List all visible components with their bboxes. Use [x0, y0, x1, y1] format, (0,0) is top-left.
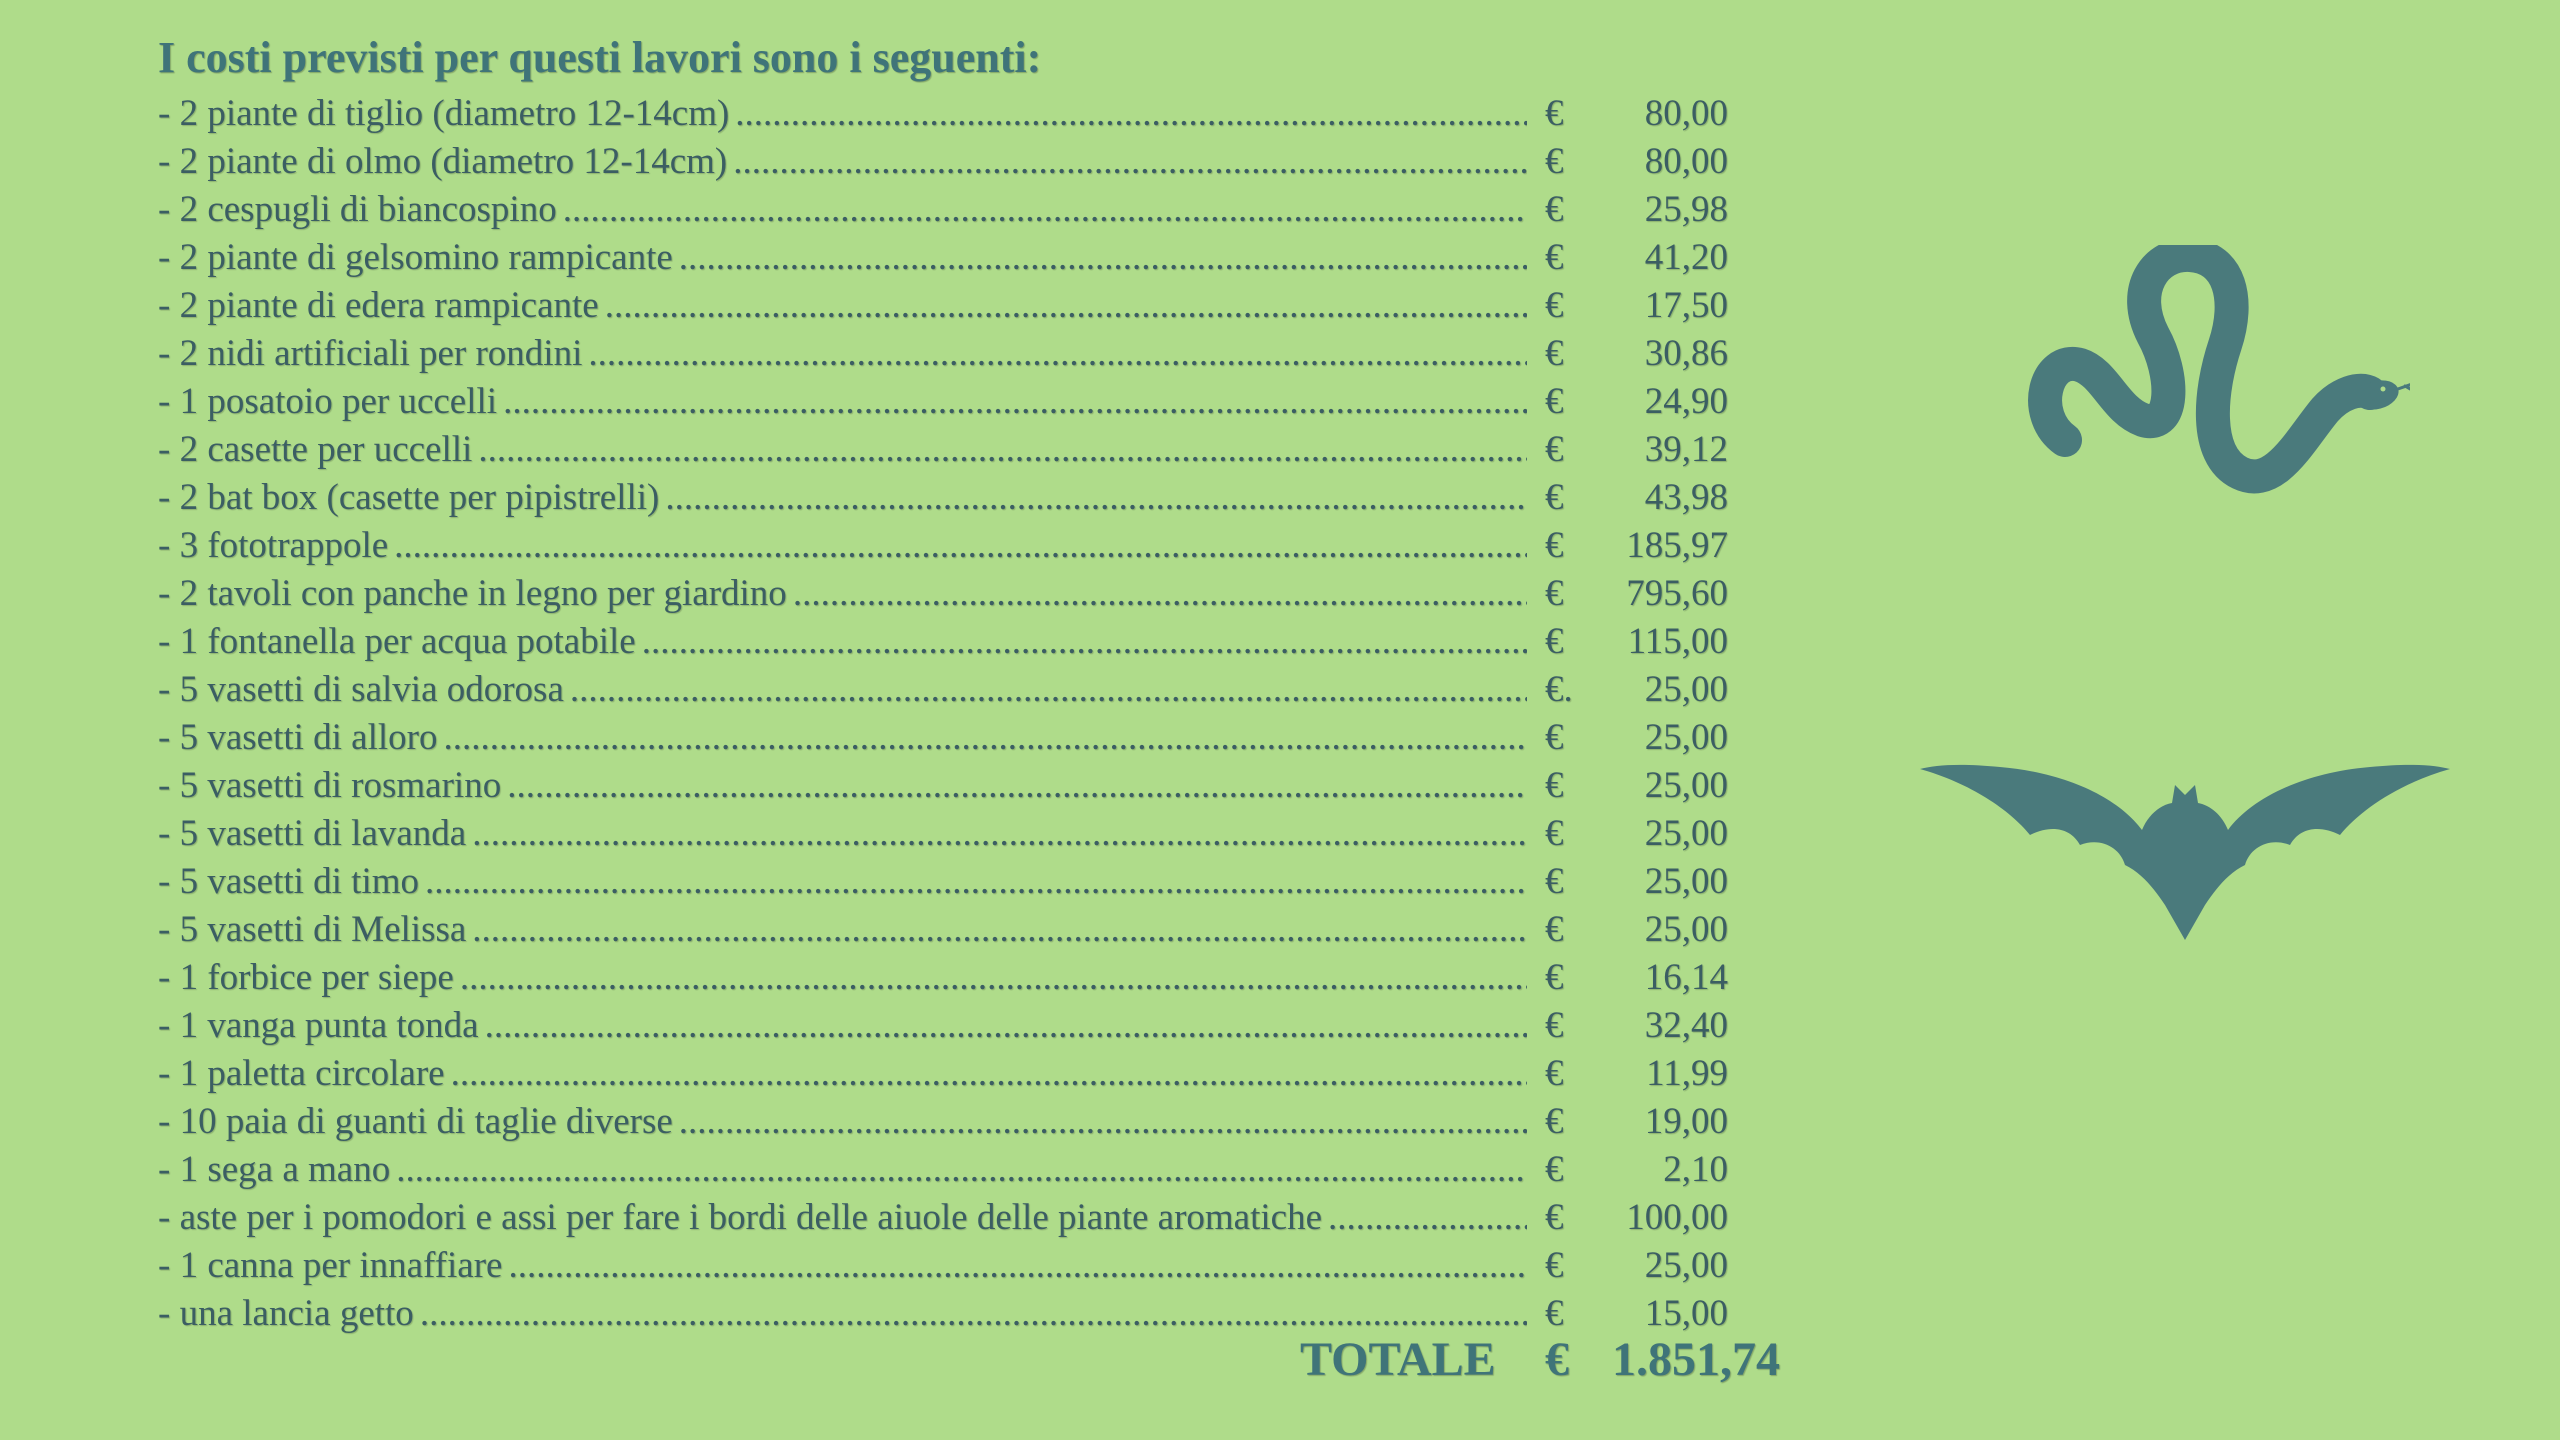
- cost-item: [158, 668, 1533, 711]
- cost-item: [158, 284, 1533, 327]
- cost-item: [158, 812, 1533, 855]
- cost-item-amount: 185,97: [1626, 525, 1728, 566]
- cost-item-currency: €: [1545, 381, 1564, 422]
- total-currency: €: [1545, 1333, 1569, 1386]
- cost-item-label: - 5 vasetti di salvia odorosa: [158, 669, 564, 710]
- cost-row: [158, 1240, 1798, 1288]
- dot-leader: [472, 908, 1527, 951]
- cost-item-currency: €: [1545, 1197, 1564, 1238]
- dot-leader: [793, 572, 1527, 615]
- cost-list: [158, 88, 1798, 1336]
- bat-icon: [1920, 755, 2450, 955]
- cost-item: [158, 476, 1533, 519]
- page-title: I costi previsti per questi lavori sono i seguenti:: [158, 33, 1042, 82]
- cost-item-label: - 5 vasetti di rosmarino: [158, 765, 502, 806]
- cost-item: [158, 332, 1533, 375]
- cost-item-label: - 10 paia di guanti di taglie diverse: [158, 1101, 673, 1142]
- cost-item-currency: €: [1545, 573, 1564, 614]
- cost-item: [158, 1100, 1533, 1143]
- dot-leader: [507, 764, 1527, 807]
- cost-item-currency: €: [1545, 1245, 1564, 1286]
- cost-item-amount: 100,00: [1626, 1197, 1728, 1238]
- cost-item: [158, 236, 1533, 279]
- cost-item: [158, 716, 1533, 759]
- cost-item: [158, 956, 1533, 999]
- dot-leader: [508, 1244, 1527, 1287]
- dot-leader: [478, 428, 1527, 471]
- dot-leader: [472, 812, 1527, 855]
- cost-item-currency: €: [1545, 189, 1564, 230]
- cost-item-currency: €: [1545, 1101, 1564, 1142]
- cost-row: [158, 712, 1798, 760]
- cost-item-label: - 1 paletta circolare: [158, 1053, 445, 1094]
- total-label: TOTALE: [1300, 1333, 1496, 1386]
- cost-row: [158, 376, 1798, 424]
- dot-leader: [733, 140, 1527, 183]
- cost-item-currency: €: [1545, 141, 1564, 182]
- cost-item-currency: €: [1545, 813, 1564, 854]
- cost-item: [158, 1052, 1533, 1095]
- dot-leader: [588, 332, 1527, 375]
- cost-item-currency: €: [1545, 1149, 1564, 1190]
- cost-item-amount: 16,14: [1644, 957, 1728, 998]
- cost-row: [158, 856, 1798, 904]
- dot-leader: [444, 716, 1528, 759]
- cost-item: [158, 908, 1533, 951]
- cost-item-amount: 41,20: [1644, 237, 1728, 278]
- cost-item-label: - 1 vanga punta tonda: [158, 1005, 479, 1046]
- cost-item-amount: 25,00: [1644, 1245, 1728, 1286]
- cost-item-currency: €: [1545, 909, 1564, 950]
- cost-item: [158, 380, 1533, 423]
- cost-item: [158, 1004, 1533, 1047]
- cost-item-amount: 24,90: [1644, 381, 1728, 422]
- cost-row: [158, 664, 1798, 712]
- cost-item-label: - 5 vasetti di timo: [158, 861, 420, 902]
- cost-row: [158, 1144, 1798, 1192]
- cost-item-currency: €: [1545, 861, 1564, 902]
- cost-item-amount: 80,00: [1644, 93, 1728, 134]
- cost-item: [158, 1244, 1533, 1287]
- dot-leader: [451, 1052, 1527, 1095]
- cost-row: [158, 136, 1798, 184]
- dot-leader: [679, 1100, 1527, 1143]
- cost-item-label: - 1 posatoio per uccelli: [158, 381, 498, 422]
- cost-item: [158, 1292, 1533, 1335]
- cost-item-amount: 25,98: [1644, 189, 1728, 230]
- cost-item-label: - 2 piante di gelsomino rampicante: [158, 237, 673, 278]
- dot-leader: [394, 524, 1527, 567]
- dot-leader: [642, 620, 1527, 663]
- cost-item-label: - 1 fontanella per acqua potabile: [158, 621, 636, 662]
- cost-item-label: - 2 cespugli di biancospino: [158, 189, 557, 230]
- cost-row: [158, 1048, 1798, 1096]
- cost-row: [158, 472, 1798, 520]
- cost-item-currency: €: [1545, 333, 1564, 374]
- cost-row: [158, 568, 1798, 616]
- cost-item-currency: €: [1545, 525, 1564, 566]
- cost-item-currency: €: [1545, 765, 1564, 806]
- cost-item-label: - 5 vasetti di alloro: [158, 717, 438, 758]
- cost-item-amount: 11,99: [1646, 1053, 1728, 1094]
- dot-leader: [735, 92, 1527, 135]
- cost-item-currency: €: [1545, 621, 1564, 662]
- dot-leader: [679, 236, 1527, 279]
- cost-row: [158, 232, 1798, 280]
- cost-item-amount: 25,00: [1644, 765, 1728, 806]
- cost-item-label: - 2 tavoli con panche in legno per giardino: [158, 573, 787, 614]
- cost-item-label: - 2 piante di olmo (diametro 12-14cm): [158, 141, 728, 182]
- cost-item-currency: €: [1545, 285, 1564, 326]
- cost-item-label: - 2 piante di edera rampicante: [158, 285, 599, 326]
- dot-leader: [460, 956, 1527, 999]
- cost-item-currency: €: [1545, 717, 1564, 758]
- cost-row: [158, 280, 1798, 328]
- cost-item-currency: €: [1545, 957, 1564, 998]
- cost-item-amount: 2,10: [1663, 1149, 1728, 1190]
- cost-item: [158, 524, 1533, 567]
- cost-item: [158, 1148, 1533, 1191]
- cost-item-label: - 2 nidi artificiali per rondini: [158, 333, 583, 374]
- cost-item-label: - 1 forbice per siepe: [158, 957, 454, 998]
- cost-item-amount: 32,40: [1644, 1005, 1728, 1046]
- cost-row: [158, 952, 1798, 1000]
- cost-item-amount: 115,00: [1627, 621, 1728, 662]
- dot-leader: [420, 1292, 1527, 1335]
- dot-leader: [605, 284, 1527, 327]
- cost-item-amount: 17,50: [1644, 285, 1728, 326]
- cost-item-label: - una lancia getto: [158, 1293, 414, 1334]
- cost-item-label: - 2 bat box (casette per pipistrelli): [158, 477, 660, 518]
- cost-item: [158, 572, 1533, 615]
- cost-item-amount: 25,00: [1644, 813, 1728, 854]
- cost-row: [158, 904, 1798, 952]
- dot-leader: [1328, 1196, 1527, 1239]
- cost-item-amount: 25,00: [1644, 717, 1728, 758]
- cost-item-currency: €: [1545, 1053, 1564, 1094]
- cost-item-label: - 5 vasetti di lavanda: [158, 813, 467, 854]
- cost-item-amount: 19,00: [1644, 1101, 1728, 1142]
- cost-row: [158, 1096, 1798, 1144]
- cost-item-label: - 1 canna per innaffiare: [158, 1245, 503, 1286]
- cost-item-currency: €.: [1545, 669, 1573, 710]
- cost-item-label: - 5 vasetti di Melissa: [158, 909, 467, 950]
- cost-item-label: - 2 piante di tiglio (diametro 12-14cm): [158, 93, 730, 134]
- cost-row: [158, 1192, 1798, 1240]
- cost-item: [158, 92, 1533, 135]
- cost-item-currency: €: [1545, 93, 1564, 134]
- dot-leader: [563, 188, 1527, 231]
- cost-row: [158, 328, 1798, 376]
- cost-row: [158, 184, 1798, 232]
- cost-item-label: - 2 casette per uccelli: [158, 429, 473, 470]
- cost-item-currency: €: [1545, 1005, 1564, 1046]
- cost-item: [158, 188, 1533, 231]
- cost-item-label: - 3 fototrappole: [158, 525, 389, 566]
- dot-leader: [503, 380, 1527, 423]
- cost-item-currency: €: [1545, 1293, 1564, 1334]
- snake-icon: [2025, 245, 2410, 515]
- dot-leader: [425, 860, 1527, 903]
- cost-row: [158, 1288, 1798, 1336]
- cost-item-amount: 25,00: [1644, 909, 1728, 950]
- cost-item-label: - 1 sega a mano: [158, 1149, 391, 1190]
- cost-item-amount: 80,00: [1644, 141, 1728, 182]
- dot-leader: [570, 668, 1527, 711]
- cost-item: [158, 860, 1533, 903]
- cost-item: [158, 1196, 1533, 1239]
- cost-item-currency: €: [1545, 477, 1564, 518]
- cost-item-amount: 25,00: [1644, 669, 1728, 710]
- dot-leader: [665, 476, 1527, 519]
- cost-row: [158, 1000, 1798, 1048]
- cost-row: [158, 760, 1798, 808]
- cost-item-amount: 15,00: [1644, 1293, 1728, 1334]
- cost-row: [158, 88, 1798, 136]
- dot-leader: [396, 1148, 1527, 1191]
- cost-item-label: - aste per i pomodori e assi per fare i bordi delle aiuole delle piante aromatiche: [158, 1197, 1323, 1238]
- cost-row: [158, 424, 1798, 472]
- cost-row: [158, 520, 1798, 568]
- cost-item-amount: 25,00: [1644, 861, 1728, 902]
- cost-item-amount: 795,60: [1626, 573, 1728, 614]
- cost-row: [158, 808, 1798, 856]
- cost-item: [158, 428, 1533, 471]
- total-value: 1.851,74: [1612, 1333, 1780, 1386]
- cost-item-amount: 30,86: [1644, 333, 1728, 374]
- cost-row: [158, 616, 1798, 664]
- dot-leader: [485, 1004, 1527, 1047]
- cost-item: [158, 140, 1533, 183]
- cost-item: [158, 764, 1533, 807]
- cost-item-currency: €: [1545, 429, 1564, 470]
- cost-item-currency: €: [1545, 237, 1564, 278]
- cost-item-amount: 39,12: [1644, 429, 1728, 470]
- cost-item-amount: 43,98: [1644, 477, 1728, 518]
- cost-item: [158, 620, 1533, 663]
